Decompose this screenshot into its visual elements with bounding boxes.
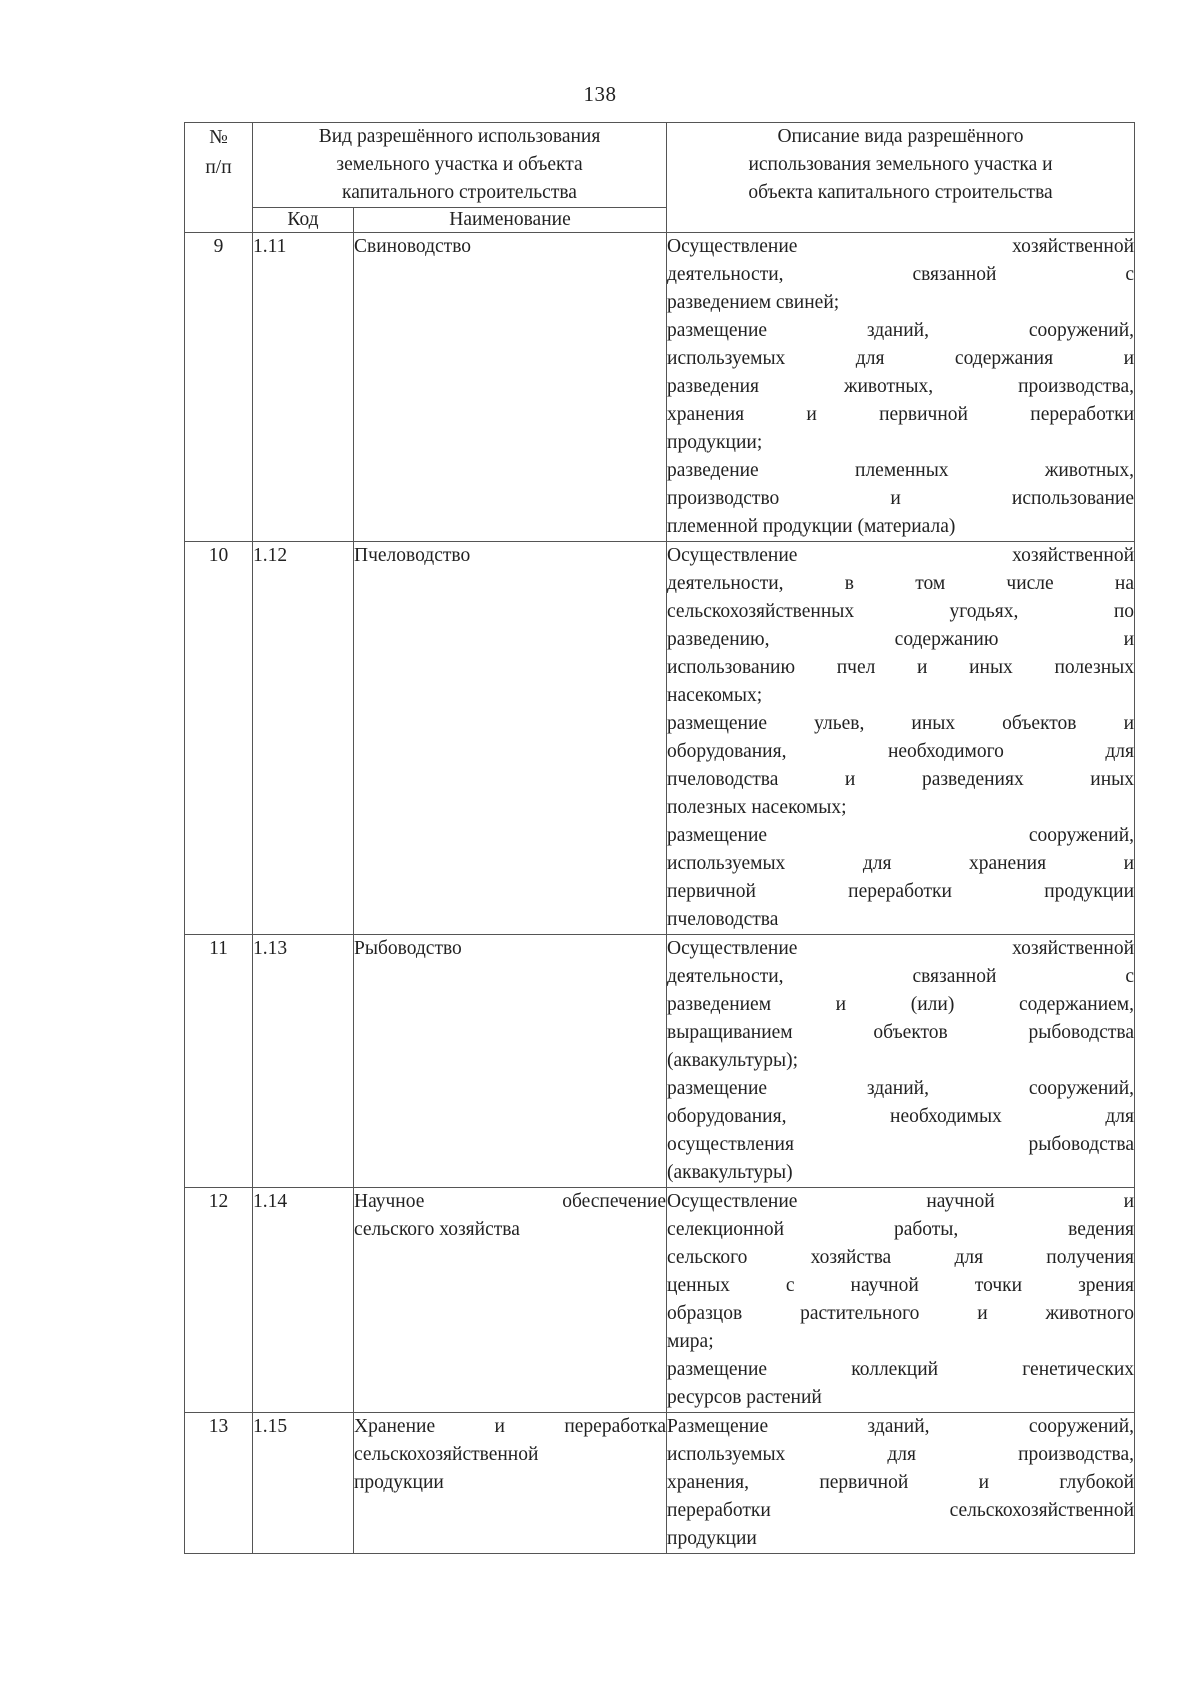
row-description-line: производство и использование [667,488,1135,509]
row-description-line: (аквакультуры); [667,1050,798,1071]
row-code: 1.13 [253,935,354,1188]
row-description-line: сельскохозяйственных угодьях, по [667,601,1135,622]
row-description-line: оборудования, необходимого для [667,741,1135,762]
row-description-line: разведением и (или) содержанием, [667,994,1135,1015]
row-description-line: разведения животных, производства, [667,376,1135,397]
row-description-line: размещение зданий, сооружений, [667,1078,1135,1099]
row-description-line: разведение племенных животных, [667,460,1135,481]
header-name: Наименование [354,208,667,233]
row-name [354,1413,667,1554]
row-description-line: Осуществление хозяйственной [667,938,1135,959]
row-description-line: Осуществление хозяйственной [667,545,1135,566]
row-description-line: деятельности, связанной с [667,264,1135,285]
row-description-line: разведением свиней; [667,292,840,313]
row-description-line: размещение коллекций генетических [667,1359,1135,1380]
row-description-line: используемых для производства, [667,1444,1135,1465]
table-row [185,233,1135,542]
row-description-line: продукции; [667,432,763,453]
row-number: 9 [185,233,253,542]
row-description-line: выращиванием объектов рыбоводства [667,1022,1135,1043]
row-description [667,1413,1135,1554]
row-name [354,935,667,1188]
row-description-line: используемых для содержания и [667,348,1135,369]
row-number: 11 [185,935,253,1188]
row-description-line: пчеловодства и разведениях иных [667,769,1135,790]
table-row [185,1413,1135,1554]
row-description [667,1188,1135,1413]
row-name [354,233,667,542]
row-description-line: насекомых; [667,685,763,706]
row-description-line: Осуществление научной и [667,1191,1135,1212]
row-description-line: пчеловодства [667,909,779,930]
row-description-line: ценных с научной точки зрения [667,1275,1135,1296]
row-description-line: размещение сооружений, [667,825,1135,846]
row-description [667,233,1135,542]
row-description-line: хранения, первичной и глубокой [667,1472,1135,1493]
land-use-table [184,122,1135,1554]
row-description-line: размещение зданий, сооружений, [667,320,1135,341]
row-name [354,1188,667,1413]
row-name-line: Научное обеспечение [354,1191,667,1212]
row-name-line: сельского хозяйства [354,1219,520,1240]
row-description-line: осуществления рыбоводства [667,1134,1135,1155]
row-name-line: Рыбоводство [354,938,462,959]
row-code: 1.14 [253,1188,354,1413]
row-description-line: Размещение зданий, сооружений, [667,1416,1135,1437]
table-body [185,233,1135,1554]
row-description-line: ресурсов растений [667,1387,822,1408]
row-number: 12 [185,1188,253,1413]
row-description-line: деятельности, в том числе на [667,573,1135,594]
header-use-type: Вид разрешённого использования земельного участка и объекта капитального строительства [253,123,667,208]
row-description-line: разведению, содержанию и [667,629,1135,650]
row-name-line: Хранение и переработка [354,1416,667,1437]
row-number: 10 [185,542,253,935]
row-name-line: сельскохозяйственной [354,1444,539,1465]
row-description-line: селекционной работы, ведения [667,1219,1135,1240]
row-code: 1.15 [253,1413,354,1554]
row-description-line: образцов растительного и животного [667,1303,1135,1324]
row-description-line: деятельности, связанной с [667,966,1135,987]
table-header-row [185,123,1135,208]
row-name-line: Пчеловодство [354,545,471,566]
row-number: 13 [185,1413,253,1554]
row-description [667,542,1135,935]
page-number: 138 [583,82,617,106]
row-name-line: Свиноводство [354,236,472,257]
row-description [667,935,1135,1188]
table-row [185,1188,1135,1413]
row-description-line: (аквакультуры) [667,1162,793,1183]
row-description-line: Осуществление хозяйственной [667,236,1135,257]
header-description: Описание вида разрешённого использования земельного участка и объекта капитального строительства [667,123,1135,233]
header-code: Код [253,208,354,233]
row-description-line: полезных насекомых; [667,797,847,818]
row-description-line: мира; [667,1331,714,1352]
row-description-line: использованию пчел и иных полезных [667,657,1135,678]
table-row [185,542,1135,935]
row-description-line: используемых для хранения и [667,853,1135,874]
row-description-line: оборудования, необходимых для [667,1106,1135,1127]
row-description-line: сельского хозяйства для получения [667,1247,1135,1268]
row-description-line: размещение ульев, иных объектов и [667,713,1135,734]
row-description-line: хранения и первичной переработки [667,404,1135,425]
row-description-line: первичной переработки продукции [667,881,1135,902]
row-description-line: племенной продукции (материала) [667,516,956,537]
table-row [185,935,1135,1188]
header-number: № п/п [185,123,253,233]
row-code: 1.11 [253,233,354,542]
row-description-line: переработки сельскохозяйственной [667,1500,1135,1521]
row-name-line: продукции [354,1472,444,1493]
row-description-line: продукции [667,1528,757,1549]
row-code: 1.12 [253,542,354,935]
row-name [354,542,667,935]
